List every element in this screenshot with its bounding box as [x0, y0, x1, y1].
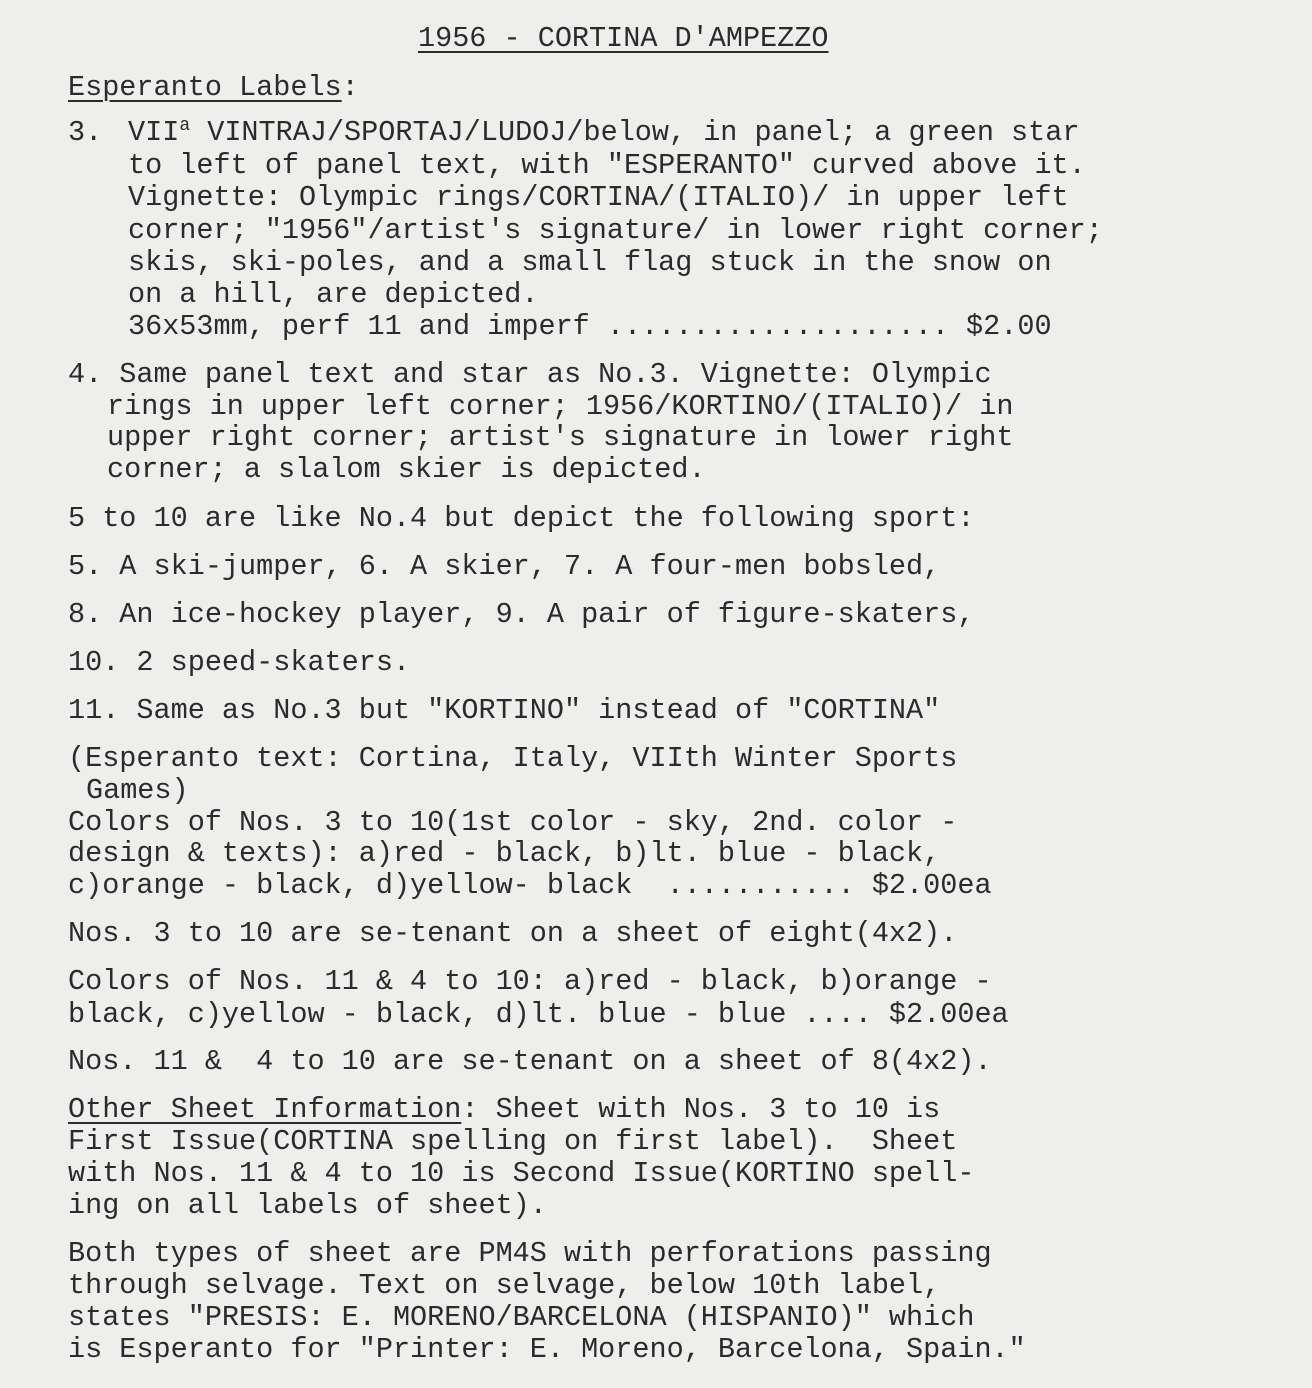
colors-3-10-line-1: Colors of Nos. 3 to 10(1st color - sky, 2nd. color -: [68, 806, 958, 839]
other-sheet-line-1-rest: : Sheet with Nos. 3 to 10 is: [461, 1093, 941, 1126]
item-3-number: 3.: [68, 116, 103, 149]
item-10-line: 10. 2 speed-skaters.: [68, 646, 411, 679]
item-3-roman: VII: [128, 116, 180, 149]
colors-11-4-10-line-2: black, c)yellow - black, d)lt. blue - blue .... $2.00ea: [68, 998, 1009, 1031]
colors-3-10-line-3: c)orange - black, d)yellow- black ........... $2.00ea: [68, 869, 992, 902]
colors-3-10-line-2: design & texts): a)red - black, b)lt. blue - black,: [68, 837, 941, 870]
colors-11-4-10-line-1: Colors of Nos. 11 & 4 to 10: a)red - black, b)orange -: [68, 965, 992, 998]
item-3-line-3: Vignette: Olympic rings/CORTINA/(ITALIO)/ in upper left: [128, 181, 1069, 214]
items-5-7-line: 5. A ski-jumper, 6. A skier, 7. A four-men bobsled,: [68, 550, 941, 583]
items-5-10-intro: 5 to 10 are like No.4 but depict the following sport:: [68, 502, 975, 535]
item-3-line-1-rest: VINTRAJ/SPORTAJ/LUDOJ/below, in panel; a green star: [190, 116, 1080, 149]
item-4-line-4: corner; a slalom skier is depicted.: [107, 453, 706, 486]
item-3-line-5: skis, ski-poles, and a small flag stuck in the snow on: [128, 246, 1052, 279]
item-11-line: 11. Same as No.3 but "KORTINO" instead of "CORTINA": [68, 694, 941, 727]
other-sheet-line-3: with Nos. 11 & 4 to 10 is Second Issue(KORTINO spell-: [68, 1157, 975, 1190]
items-8-9-line: 8. An ice-hockey player, 9. A pair of figure-skaters,: [68, 598, 975, 631]
esperanto-text-line-1: (Esperanto text: Cortina, Italy, VIIth Winter Sports: [68, 742, 958, 775]
item-3-line-1: [128, 117, 1079, 149]
both-types-line-3: states "PRESIS: E. MORENO/BARCELONA (HISPANIO)" which: [68, 1301, 975, 1334]
item-3-line-2: to left of panel text, with "ESPERANTO" curved above it.: [128, 149, 1086, 182]
other-sheet-heading: Other Sheet Information: [68, 1093, 462, 1126]
item-3-superscript: a: [179, 116, 191, 136]
setenant-sheet-2: Nos. 11 & 4 to 10 are se-tenant on a sheet of 8(4x2).: [68, 1045, 992, 1078]
other-sheet-line-4: ing on all labels of sheet).: [68, 1189, 547, 1222]
section-heading-esperanto-labels: [68, 72, 359, 104]
item-3-price-line: 36x53mm, perf 11 and imperf .................... $2.00: [128, 310, 1052, 343]
other-sheet-line-2: First Issue(CORTINA spelling on first label). Sheet: [68, 1125, 958, 1158]
section-heading-colon: :: [341, 71, 359, 104]
item-4-line-2: rings in upper left corner; 1956/KORTINO/(ITALIO)/ in: [107, 390, 1014, 423]
section-heading-label: Esperanto Labels: [68, 71, 342, 104]
esperanto-text-line-2: Games): [86, 774, 189, 807]
both-types-line-1: Both types of sheet are PM4S with perforations passing: [68, 1237, 992, 1270]
other-sheet-line-1: [68, 1094, 940, 1126]
both-types-line-2: through selvage. Text on selvage, below 10th label,: [68, 1269, 941, 1302]
item-4-line-3: upper right corner; artist's signature in lower right: [107, 421, 1014, 454]
both-types-line-4: is Esperanto for "Printer: E. Moreno, Barcelona, Spain.": [68, 1333, 1026, 1366]
item-3-line-4: corner; "1956"/artist's signature/ in lower right corner;: [128, 214, 1103, 247]
item-4-line-1: 4. Same panel text and star as No.3. Vignette: Olympic: [68, 358, 992, 391]
setenant-sheet-1: Nos. 3 to 10 are se-tenant on a sheet of eight(4x2).: [68, 917, 958, 950]
page-title: 1956 - CORTINA D'AMPEZZO: [418, 22, 829, 55]
item-3-line-6: on a hill, are depicted.: [128, 278, 539, 311]
